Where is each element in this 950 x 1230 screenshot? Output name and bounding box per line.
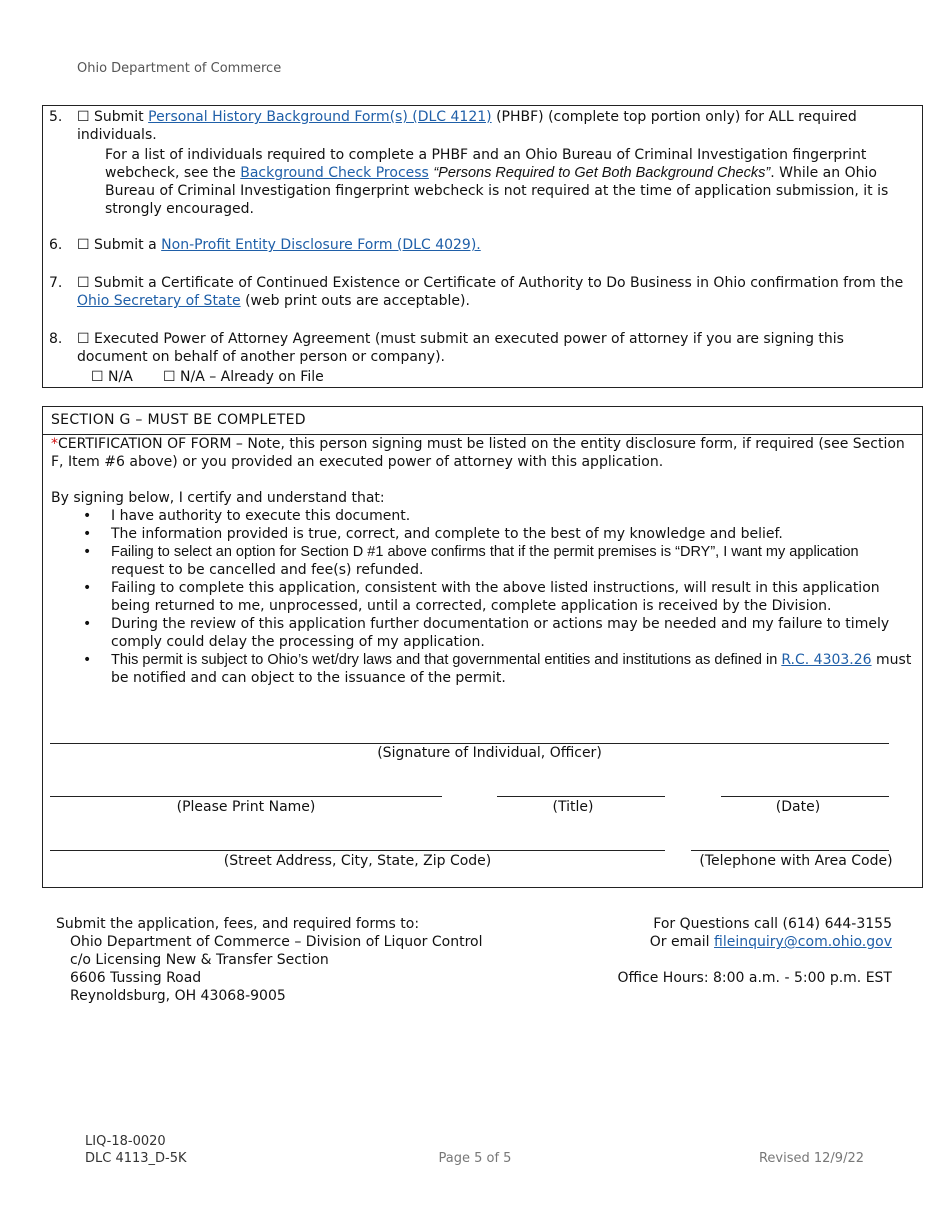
header-org: Ohio Department of Commerce [77, 61, 282, 76]
subtext-part: For a list of individuals required to complete a PHBF and an Ohio Bureau of Criminal Investigation fingerprint webcheck, see the [105, 147, 867, 181]
list-item-text: must be notified and can object to the issuance of the permit. [111, 652, 912, 686]
item-suffix: (PHBF) (complete top portion only) for ALL required individuals. [77, 109, 857, 143]
date-label: (Date) [775, 799, 821, 815]
email-prefix: Or email [649, 934, 715, 950]
title-label: (Title) [552, 799, 594, 815]
item-suffix: (web print outs are acceptable). [240, 293, 470, 309]
list-item [43, 543, 922, 579]
secretary-of-state-link[interactable]: Ohio Secretary of State [77, 293, 241, 309]
item-prefix: ☐ Submit a [77, 237, 162, 253]
print-name-label: (Please Print Name) [176, 799, 316, 815]
print-name-line[interactable] [50, 796, 442, 797]
item-5-subtext [105, 146, 917, 218]
questions-email [650, 933, 892, 951]
address-line[interactable] [50, 850, 665, 851]
submit-intro: Submit the application, fees, and required forms to: [56, 916, 420, 932]
questions-phone: For Questions call (614) 644-3155 [653, 916, 892, 932]
item-text [77, 274, 917, 310]
list-item-text: request to be cancelled and fee(s) refunded. [111, 562, 424, 578]
item-text [77, 108, 917, 144]
certification-body: CERTIFICATION OF FORM – Note, this person signing must be listed on the entity disclosure form, if required (see Section F, Item #6 above) or you provided an executed power of attorney with this application. [51, 436, 905, 470]
certification-text [51, 435, 917, 471]
na-checkbox[interactable]: ☐ N/A [91, 369, 133, 385]
form-id-2: DLC 4113_D-5K [85, 1151, 187, 1166]
item-number: 5. [49, 109, 63, 125]
required-asterisk: * [51, 436, 58, 452]
item-text [77, 236, 917, 254]
office-hours: Office Hours: 8:00 a.m. - 5:00 p.m. EST [617, 970, 892, 986]
email-link[interactable]: fileinquiry@com.ohio.gov [714, 934, 892, 950]
signature-label: (Signature of Individual, Officer) [377, 745, 602, 761]
list-item [43, 651, 922, 687]
non-profit-disclosure-link[interactable]: Non-Profit Entity Disclosure Form (DLC 4029). [161, 237, 481, 253]
phbf-link[interactable]: Personal History Background Form(s) (DLC 4121) [148, 109, 492, 125]
phone-label: (Telephone with Area Code) [699, 853, 893, 869]
by-signing-text: By signing below, I certify and understand that: [51, 490, 385, 506]
list-item: • During the review of this application further documentation or actions may be needed and my failure to timely comply could delay the processing of my application. [43, 615, 922, 651]
title-line[interactable] [497, 796, 665, 797]
item-prefix: ☐ Submit [77, 109, 149, 125]
form-id-1: LIQ-18-0020 [85, 1134, 166, 1149]
rc-4303-26-link[interactable]: R.C. 4303.26 [781, 652, 872, 668]
address-label: (Street Address, City, State, Zip Code) [223, 853, 492, 869]
item-text: ☐ Executed Power of Attorney Agreement (must submit an executed power of attorney if you are signing this document on behalf of another person or company). [77, 331, 844, 365]
phone-line[interactable] [691, 850, 889, 851]
revised-date: Revised 12/9/22 [758, 1151, 864, 1166]
subtext-part: . While an Ohio Bureau of Criminal Investigation fingerprint webcheck is not required at the time of application submission, it is strongly encouraged. [105, 165, 889, 217]
item-body: ☐ Submit a Certificate of Continued Existence or Certificate of Authority to Do Business in Ohio confirmation from the [77, 275, 904, 291]
item-number: 7. [49, 275, 63, 291]
page-number: Page 5 of 5 [438, 1151, 512, 1166]
submit-line-3: 6606 Tussing Road [70, 970, 202, 986]
section-f-box [42, 105, 923, 388]
certification-list [43, 507, 922, 687]
section-g-box [42, 406, 923, 888]
item-number: 6. [49, 237, 63, 253]
list-item: • I have authority to execute this document. [43, 507, 922, 525]
na-on-file-checkbox[interactable]: ☐ N/A – Already on File [163, 369, 324, 385]
list-item: • The information provided is true, correct, and complete to the best of my knowledge and belief. [43, 525, 922, 543]
item-number: 8. [49, 331, 63, 347]
submit-line-2: c/o Licensing New & Transfer Section [70, 952, 329, 968]
list-item: • Failing to complete this application, consistent with the above listed instructions, will result in this application being returned to me, unprocessed, until a corrected, complete application is received by the Division. [43, 579, 922, 615]
list-item-text: Failing to select an option for Section D #1 above confirms that if the permit premises is “DRY”, I want my application [111, 544, 859, 560]
background-check-link[interactable]: Background Check Process [240, 165, 429, 181]
date-line[interactable] [721, 796, 889, 797]
section-g-title: SECTION G – MUST BE COMPLETED [43, 407, 922, 435]
subtext-italic: “Persons Required to Get Both Background Checks” [433, 165, 771, 181]
submit-line-4: Reynoldsburg, OH 43068-9005 [70, 988, 286, 1004]
submit-line-1: Ohio Department of Commerce – Division of Liquor Control [70, 934, 483, 950]
list-item-text: This permit is subject to Ohio’s wet/dry laws and that governmental entities and institutions as defined in [111, 652, 782, 668]
